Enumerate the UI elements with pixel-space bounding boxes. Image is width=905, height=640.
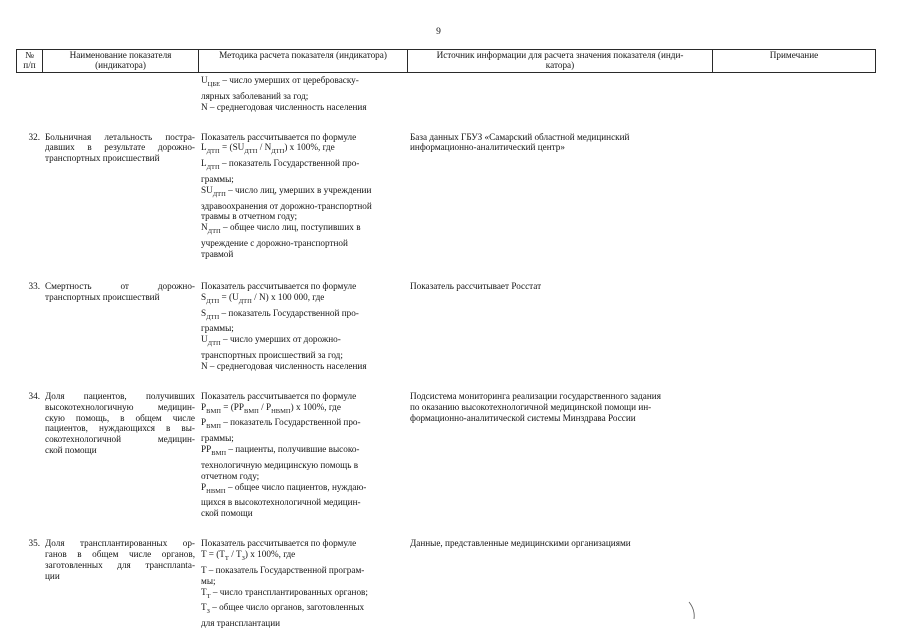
continuation-row [16, 75, 876, 113]
method-line: для трансплантации [201, 618, 281, 629]
method-line: $SU_{ДТП}$ – число лиц, умерших в учреждении [201, 184, 372, 198]
method-line: Показатель рассчитывается по формуле [201, 390, 357, 401]
method-line: $PP_{ВМП}$ – пациенты, получившие высоко- [201, 444, 360, 457]
header-name-text: Наименование показателя (индикатора) [69, 50, 172, 71]
method-line: граммы; [201, 433, 234, 444]
method-line: N – среднегодовая численность населения [201, 360, 367, 371]
indicator-name [42, 132, 198, 260]
indicator-name-line: транспортных происшествий [45, 291, 160, 302]
indicator-name [42, 281, 198, 372]
header-source [408, 50, 713, 73]
pen-mark [688, 601, 698, 621]
information-source [407, 538, 712, 629]
source-line: по оказанию высокотехнологичной медицинской помощи ин- [410, 401, 652, 412]
note-cell [712, 391, 876, 519]
method-line: граммы; [201, 173, 234, 184]
indicator-name-line: транспортных происшествий [45, 153, 160, 164]
method-line: транспортных происшествий за год; [201, 349, 343, 360]
method-line: здравоохранения от дорожно-транспортной [201, 200, 372, 211]
method-line: $S_{ДТП} = (U_{ДТП} / N)$ х 100 000, где [201, 291, 325, 305]
method-line: лярных заболеваний за год; [201, 90, 309, 101]
method-line: Показатель рассчитывается по формуле [201, 131, 357, 142]
method-line: N – среднегодовая численность населения [201, 101, 367, 112]
indicator-name-line: ганов в общем числе органов, [45, 549, 195, 560]
indicator-name-line: пациентов, нуждающихся в вы- [45, 423, 195, 434]
header-method [199, 50, 408, 73]
calculation-method [198, 391, 407, 519]
method-line: $U_{ЦБЕ}$ – число умерших от цереброваску- [201, 75, 359, 88]
header-note [713, 50, 876, 73]
indicator-name-line: давших в результате дорожно- [45, 142, 195, 153]
page-number: 9 [436, 27, 441, 37]
header-source-text: Источник информации для расчета значения показателя (инди- катора) [436, 50, 684, 71]
method-line: Показатель рассчитывается по формуле [201, 538, 357, 549]
note-cell [712, 538, 876, 629]
row-number: 32. [28, 131, 40, 142]
method-line: технологичную медицинскую помощь в [201, 459, 359, 470]
source-line: База данных ГБУЗ «Самарский областной медицинский [410, 131, 630, 142]
method-line: мы; [201, 575, 216, 586]
method-line: $T = (T_Т / T_З)$ х 100%, где [201, 549, 296, 562]
indicator-name [42, 538, 198, 629]
row-number: 33. [28, 280, 40, 291]
row-number: 35. [28, 538, 40, 549]
method-line: отчетном году; [201, 470, 260, 481]
source-line: Данные, представленные медицинскими организациями [410, 538, 631, 549]
row-number: 34. [28, 390, 40, 401]
method-line: $T_Т$ – число трансплантированных органов; [201, 586, 368, 600]
method-line: $P_{НВМП}$ – общее число пациентов, нуждаю- [201, 481, 367, 495]
note-cell [712, 281, 876, 372]
source-line: Показатель рассчитывает Росстат [410, 280, 542, 291]
header-name [43, 50, 199, 73]
indicator-name-line: скую помощь, в общем числе [45, 412, 195, 423]
indicator-name-line: ции [45, 570, 60, 581]
indicator-name-line: сокотехнологичной медицин- [45, 434, 195, 445]
table-row [16, 281, 876, 372]
header-method-text: Методика расчета показателя (индикатора) [219, 50, 387, 60]
method-line: T – показатель Государственной програм- [201, 564, 365, 575]
information-source [407, 132, 712, 260]
method-line: $L_{ДТП}$ – показатель Государственной про- [201, 158, 360, 172]
indicator-name-line: Доля пациентов, получивших [45, 390, 195, 401]
header-num-text: № п/п [23, 50, 36, 71]
source-line: формационно-аналитической системы Минздрава России [410, 412, 636, 423]
method-line: $L_{ДТП} = (SU_{ДТП} / N_{ДТП})$ х 100%, где [201, 142, 335, 156]
table-row [16, 538, 876, 629]
indicator-name-line: Доля трансплантированных ор- [45, 538, 195, 549]
indicator-name-line: ской помощи [45, 445, 97, 456]
method-line: $T_З$ – общее число органов, заготовленных [201, 602, 365, 616]
method-line: граммы; [201, 323, 234, 334]
header-num [17, 50, 43, 73]
table-body [16, 75, 876, 629]
method-line: $S_{ДТП}$ – показатель Государственной про- [201, 307, 359, 321]
source-line: информационно-аналитический центр» [410, 142, 565, 153]
table-row [16, 132, 876, 260]
indicator-name-line: Больничная летальность постра- [45, 131, 195, 142]
method-line: Показатель рассчитывается по формуле [201, 280, 357, 291]
indicator-name [42, 391, 198, 519]
information-source [407, 391, 712, 519]
calculation-method [198, 538, 407, 629]
table-header [16, 49, 876, 73]
method-line: $N_{ДТП}$ – общее число лиц, поступивших в [201, 222, 361, 236]
header-note-text: Примечание [769, 50, 819, 60]
information-source [407, 281, 712, 372]
continuation-method [198, 75, 407, 113]
indicator-name-line: заготовленных для трансплanta- [45, 559, 195, 570]
method-line: $P_{ВМП}$ – показатель Государственной про- [201, 417, 361, 431]
method-line: учреждение с дорожно-транспортной [201, 238, 348, 249]
note-cell [712, 132, 876, 260]
calculation-method [198, 281, 407, 372]
method-line: травмой [201, 249, 234, 260]
method-line: $P_{ВМП} = (PP_{ВМП} / P_{НВМП})$ х 100%, где [201, 401, 341, 415]
method-line: $U_{ДТП}$ – число умерших от дорожно- [201, 334, 341, 348]
calculation-method [198, 132, 407, 260]
method-line: ской помощи [201, 508, 253, 519]
table-row [16, 391, 876, 519]
indicator-name-line: Смертность от дорожно- [45, 280, 195, 291]
method-line: щихся в высокотехнологичной медицин- [201, 497, 361, 508]
method-line: травмы в отчетном году; [201, 211, 298, 222]
indicator-name-line: высокотехнологичную медицин- [45, 401, 195, 412]
source-line: Подсистема мониторинга реализации государственного задания [410, 390, 661, 401]
